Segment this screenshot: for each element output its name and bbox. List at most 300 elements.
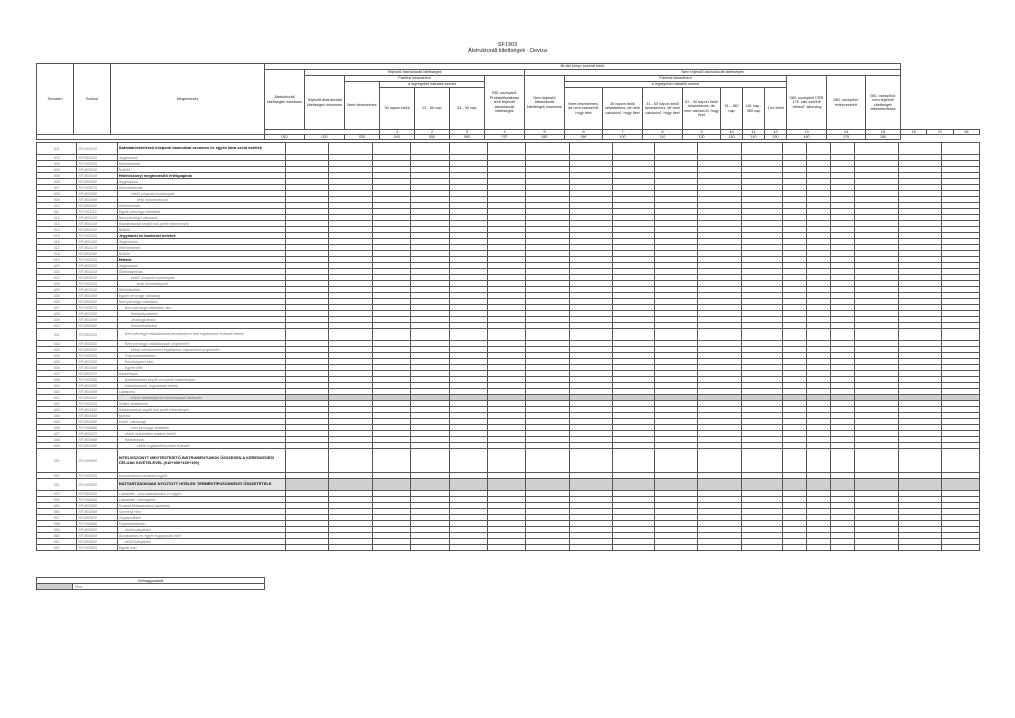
row-label: Folyószámlahitel: [117, 521, 285, 527]
row-label: Nem pénzügyi vállalatok: kkv: [117, 305, 285, 311]
row-number: 062: [37, 545, 77, 551]
table-row: [37, 545, 980, 551]
col-3: Nem késedelmes: [345, 82, 380, 130]
col-number: 5: [525, 130, 565, 135]
row-code: SF1903210: [77, 269, 117, 275]
row-label: ebből kártyahitel: [117, 527, 285, 533]
col-code: 020: [305, 135, 345, 140]
col-code: 080: [525, 135, 565, 140]
col-17: 080. oszlopból: értékvesztett: [827, 76, 866, 130]
row-code: SF1903600: [77, 533, 117, 539]
value-cell[interactable]: [783, 449, 807, 473]
row-label: ebből: Lakossági: [117, 419, 285, 425]
row-code: SF1903410: [77, 395, 117, 401]
col-code: 050: [415, 135, 450, 140]
value-cell[interactable]: [411, 329, 449, 341]
group-brutto: Bruttó könyv szerinti érték: [265, 64, 901, 70]
row-label: Gépjárműhitel: [117, 515, 285, 521]
value-cell[interactable]: [741, 329, 782, 341]
value-cell[interactable]: [855, 143, 899, 155]
row-label: ebből: központi kormányzat: [117, 275, 285, 281]
row-label: Jegybankok: [117, 179, 285, 185]
value-cell[interactable]: [525, 329, 569, 341]
col-number: 6: [565, 130, 603, 135]
col-number: 12: [765, 130, 787, 135]
col-4: 30 napon belül: [380, 88, 415, 130]
col-18: 080. oszlopból: nem teljesítő kitettségek átstrukturálása: [866, 76, 901, 130]
row-code: SF1903350: [77, 359, 117, 365]
value-cell[interactable]: [613, 545, 654, 551]
value-cell[interactable]: [941, 329, 979, 341]
row-code: SF1903380: [77, 377, 117, 383]
value-cell[interactable]: [783, 143, 807, 155]
row-label: Lakáscélú: [117, 389, 285, 395]
group-nem-teljesito: Nem teljesítő átstrukturált kitettségek: [525, 70, 901, 76]
row-label: Nulfóld: [117, 251, 285, 257]
row-number: 005: [37, 173, 77, 179]
value-cell[interactable]: [807, 143, 831, 155]
value-cell[interactable]: [613, 329, 654, 341]
row-label: Nulfóld: [117, 227, 285, 233]
legend-swatch: [37, 584, 73, 590]
row-label: Háztartásokat: fogyasztási hitelek: [117, 383, 285, 389]
value-cell[interactable]: [329, 449, 373, 473]
value-cell[interactable]: [899, 479, 942, 491]
row-number: 032: [37, 341, 77, 347]
value-cell[interactable]: [831, 329, 855, 341]
value-cell[interactable]: [855, 479, 899, 491]
value-cell[interactable]: [411, 479, 449, 491]
row-code: SF1903080: [77, 191, 117, 197]
row-label: Hitelintézetek: [117, 245, 285, 251]
value-cell[interactable]: [487, 449, 525, 473]
row-code: SF1903290: [77, 317, 117, 323]
value-cell[interactable]: [831, 143, 855, 155]
row-number: 004: [37, 167, 77, 173]
row-code: SF1903240: [77, 287, 117, 293]
value-cell[interactable]: [855, 545, 899, 551]
col-code: 180: [866, 135, 901, 140]
row-number: 002: [37, 155, 77, 161]
row-label: Háztartások: [117, 437, 285, 443]
value-cell[interactable]: [411, 449, 449, 473]
value-cell[interactable]: [329, 545, 373, 551]
value-cell[interactable]: [831, 449, 855, 473]
row-number: 028: [37, 311, 77, 317]
value-cell[interactable]: [373, 545, 411, 551]
col-number: 9: [683, 130, 721, 135]
row-number: 050: [37, 449, 77, 473]
value-cell[interactable]: [654, 329, 698, 341]
row-label: Jegybankok: [117, 239, 285, 245]
value-cell[interactable]: [487, 329, 525, 341]
row-number: 036: [37, 365, 77, 371]
value-cell[interactable]: [855, 449, 899, 473]
row-code: SF1903200: [77, 263, 117, 269]
value-cell[interactable]: [373, 143, 411, 155]
value-cell[interactable]: [525, 479, 569, 491]
row-number: 020: [37, 263, 77, 269]
col-6: 61 - 90 nap: [450, 88, 485, 130]
row-label: Nem pénzügyi vállalatoknak: projekthitel: [117, 341, 285, 347]
value-cell[interactable]: [899, 545, 942, 551]
row-code: SF1903480: [77, 437, 117, 443]
row-code: SF1903050: [77, 173, 117, 179]
row-number: 031: [37, 329, 77, 341]
col-number: 17: [927, 130, 953, 135]
row-code: SF1903320: [77, 341, 117, 347]
row-label: Államháztartás: [117, 269, 285, 275]
value-cell[interactable]: [373, 479, 411, 491]
row-code: SF1903030: [77, 161, 117, 167]
value-cell[interactable]: [449, 449, 487, 473]
value-cell[interactable]: [487, 143, 525, 155]
row-label: Nulfóld: [117, 413, 285, 419]
col-number: 14: [827, 130, 866, 135]
row-number: 046: [37, 425, 77, 431]
value-cell[interactable]: [698, 545, 742, 551]
row-label: ebből: hitelkártyával összekapcsolt lakáscélú: [117, 395, 285, 401]
col-1: Átstrukturált kitettségek összesen: [265, 70, 305, 130]
col-code: 060: [450, 135, 485, 140]
row-code: SF1903390: [77, 383, 117, 389]
row-code: SF1903160: [77, 239, 117, 245]
row-number: 057: [37, 515, 77, 521]
value-cell[interactable]: [613, 479, 654, 491]
row-number: 026: [37, 299, 77, 305]
row-label: Hitelek: [117, 257, 285, 263]
group-fizetesi-2: Fizetési késedelem: [565, 76, 787, 82]
col-code: 110: [643, 135, 683, 140]
col-number: 4: [485, 130, 525, 135]
row-code: SF1903420: [77, 401, 117, 407]
row-code: SF1903520: [77, 479, 117, 491]
value-cell[interactable]: [654, 449, 698, 473]
value-cell[interactable]: [698, 143, 742, 155]
row-code: SF1903570: [77, 515, 117, 521]
row-label: nem pénzügyi vállalatok: [117, 425, 285, 431]
value-cell[interactable]: [783, 545, 807, 551]
row-label: Lakáshitel - támogatott: [117, 497, 285, 503]
row-label: HITELVISZONYT MEGTESTESÍTŐ INSTRUMENTUMOK ÖSSZESEN A KERESKEDÉSI CÉLÚAK KIVÉTELÉVEL (010+050+150+190): [117, 449, 285, 473]
row-label: Hitelkártyahitelek: [117, 311, 285, 317]
row-label: helyi önkormányzat: [117, 197, 285, 203]
col-2: Teljesítő átstrukturált kitettségek összesen: [305, 76, 345, 130]
row-label: Háztartásokat segítő non-profit intézmények: [117, 407, 285, 413]
row-label: Kereskedelmi célúakkal együtt: [117, 473, 285, 479]
value-cell[interactable]: [613, 143, 654, 155]
row-label: Lakáshitel - piaci kamatozású és egyéb: [117, 491, 285, 497]
value-cell[interactable]: [741, 545, 782, 551]
row-code: SF1903580: [77, 521, 117, 527]
row-number: 034: [37, 353, 77, 359]
col-9: Nem késedelmes, de nem valószínű, hogy fizet: [565, 88, 603, 130]
value-cell[interactable]: [569, 329, 613, 341]
row-code: SF1903360: [77, 365, 117, 371]
row-code: SF1903310: [77, 329, 117, 341]
row-number: 013: [37, 221, 77, 227]
value-cell[interactable]: [831, 479, 855, 491]
row-label: Egyéb pénzügyi vállalatok: [117, 293, 285, 299]
col-sorszam: Sorszám: [37, 64, 74, 135]
row-label: HÁZTARTÁSOKNAK NYÚJTOTT HITELEK TERMÉKTÍPUSONKÉNTI ÖSSZETÉTELE: [117, 479, 285, 491]
row-number: 060: [37, 533, 77, 539]
col-code: 170: [827, 135, 866, 140]
row-code: SF1903100: [77, 203, 117, 209]
value-cell[interactable]: [807, 449, 831, 473]
group-hatralek-2: a legrégebbi hátralék szerint: [565, 82, 787, 88]
table-row: [37, 329, 980, 341]
row-code: SF1903280: [77, 311, 117, 317]
col-code: 130: [721, 135, 743, 140]
row-label: Jegybankok: [117, 263, 285, 269]
row-number: 037: [37, 371, 77, 377]
value-cell[interactable]: [449, 143, 487, 155]
row-number: 017: [37, 245, 77, 251]
col-number: 10: [721, 130, 743, 135]
row-number: 035: [37, 359, 77, 365]
col-code: 030: [345, 135, 380, 140]
row-label: Személyi hitel: [117, 509, 285, 515]
value-cell[interactable]: [654, 479, 698, 491]
value-cell[interactable]: [487, 545, 525, 551]
value-cell[interactable]: [783, 479, 807, 491]
value-cell[interactable]: [329, 329, 373, 341]
value-cell[interactable]: [569, 479, 613, 491]
row-code: SF1903010: [77, 143, 117, 155]
row-code: SF1903400: [77, 389, 117, 395]
col-megnevezes: Megnevezés: [111, 64, 265, 135]
value-cell[interactable]: [525, 545, 569, 551]
value-cell[interactable]: [807, 545, 831, 551]
col-code: 100: [603, 135, 643, 140]
row-label: ebből: ingatlanfedezettel fedezett: [117, 443, 285, 449]
row-label: Számlakövetelések központi bankokkal szemben és egyéb látra szóló betétek: [117, 143, 285, 155]
row-code: SF1903590: [77, 527, 117, 533]
data-table: [36, 142, 980, 551]
row-number: 007: [37, 185, 77, 191]
row-number: 040: [37, 389, 77, 395]
row-number: 048: [37, 437, 77, 443]
row-number: 051: [37, 473, 77, 479]
row-label: Egyéb hitel: [117, 545, 285, 551]
row-code: SF1903560: [77, 509, 117, 515]
row-number: 021: [37, 269, 77, 275]
legend-table: [36, 577, 265, 590]
row-number: 061: [37, 539, 77, 545]
value-cell[interactable]: [449, 479, 487, 491]
col-16: 080. oszlopból CRR 178. cikk szerinti "default" állomány: [787, 76, 827, 130]
row-number: 053: [37, 491, 77, 497]
row-label: Nem pénzügyi vállalatok: [117, 299, 285, 305]
row-number: 055: [37, 503, 77, 509]
row-number: 059: [37, 527, 77, 533]
row-label: Jegybankok: [117, 155, 285, 161]
col-15: 1 év felett: [765, 88, 787, 130]
table-row: [37, 143, 980, 155]
row-code: SF1903250: [77, 293, 117, 299]
value-cell[interactable]: [329, 143, 373, 155]
col-code: 040: [380, 135, 415, 140]
table-row: [37, 449, 980, 473]
row-label: Egyéb pénzügyi vállalatok: [117, 209, 285, 215]
value-cell[interactable]: [285, 449, 329, 473]
row-code: SF1903440: [77, 413, 117, 419]
value-cell[interactable]: [899, 449, 942, 473]
row-code: SF1903090: [77, 197, 117, 203]
value-cell[interactable]: [285, 143, 329, 155]
row-code: SF1903330: [77, 347, 117, 353]
col-code: 160: [787, 135, 827, 140]
value-cell[interactable]: [285, 479, 329, 491]
row-label: Folyószámlahitelek: [117, 353, 285, 359]
value-cell[interactable]: [741, 479, 782, 491]
value-cell[interactable]: [525, 143, 569, 155]
row-number: 042: [37, 401, 77, 407]
row-code: SF1903340: [77, 353, 117, 359]
value-cell[interactable]: [525, 449, 569, 473]
col-number: 11: [743, 130, 765, 135]
table-row: [37, 479, 980, 491]
row-label: Hitelintézetek: [117, 287, 285, 293]
value-cell[interactable]: [807, 329, 831, 341]
row-code: SF1903530: [77, 491, 117, 497]
value-cell[interactable]: [569, 545, 613, 551]
col-10: 30 napon belül késedelmes, de nem valószínű, hogy fizet: [603, 88, 643, 130]
row-code: SF1903230: [77, 281, 117, 287]
row-code: SF1903120: [77, 215, 117, 221]
row-code: SF1903170: [77, 245, 117, 251]
value-cell[interactable]: [741, 143, 782, 155]
row-code: SF1903460: [77, 425, 117, 431]
row-code: SF1903550: [77, 503, 117, 509]
row-label: Hitelintézetek: [117, 161, 285, 167]
value-cell[interactable]: [899, 143, 942, 155]
value-cell[interactable]: [941, 449, 979, 473]
group-hatralek-1: a legrégebbi hátralék szerint: [380, 82, 485, 88]
row-number: 010: [37, 203, 77, 209]
value-cell[interactable]: [741, 449, 782, 473]
row-number: 009: [37, 197, 77, 203]
value-cell[interactable]: [831, 545, 855, 551]
value-cell[interactable]: [654, 143, 698, 155]
row-label: Nem pénzügyi vállalatoknak kereskedelmi célú ingatlanhoz fedezett hitelek: [117, 329, 285, 341]
row-label: Követelésátvétel: [117, 323, 285, 329]
row-label: Pénzforgalmi hitel: [117, 359, 285, 365]
row-number: 014: [37, 227, 77, 233]
value-cell[interactable]: [487, 479, 525, 491]
row-code: SF1903610: [77, 539, 117, 545]
row-number: 006: [37, 179, 77, 185]
value-cell[interactable]: [569, 143, 613, 155]
row-label: Hitelviszonyt megtestesítő értékpapírok: [117, 173, 285, 179]
row-number: 052: [37, 479, 77, 491]
row-label: Egyéb hitel: [117, 365, 285, 371]
row-number: 019: [37, 257, 77, 263]
report-title: Átstrukturált kitettségek - Deviza: [468, 48, 547, 54]
value-cell[interactable]: [449, 329, 487, 341]
row-number: 012: [37, 215, 77, 221]
col-code: 010: [265, 135, 305, 140]
legend-item: Tilos: [73, 584, 265, 590]
col-code: 140: [743, 135, 765, 140]
value-cell[interactable]: [411, 143, 449, 155]
col-number: 16: [901, 130, 927, 135]
row-number: 039: [37, 383, 77, 389]
row-number: 038: [37, 377, 77, 383]
row-number: 003: [37, 161, 77, 167]
row-number: 018: [37, 251, 77, 257]
value-cell[interactable]: [373, 329, 411, 341]
row-number: 045: [37, 419, 77, 425]
value-cell[interactable]: [613, 449, 654, 473]
value-cell[interactable]: [855, 329, 899, 341]
value-cell[interactable]: [373, 449, 411, 473]
value-cell[interactable]: [285, 329, 329, 341]
group-fizetesi-1: Fizetési késedelem: [345, 76, 485, 82]
row-label: ebből: kereskedelmi ingatlanhoz kapcsolódó projekthitel: [117, 347, 285, 353]
value-cell[interactable]: [285, 545, 329, 551]
col-code: 070: [485, 135, 525, 140]
value-cell[interactable]: [899, 329, 942, 341]
col-number: 18: [953, 130, 979, 135]
row-label: Szabad felhasználású lakáshitel: [117, 503, 285, 509]
value-cell[interactable]: [698, 329, 742, 341]
value-cell[interactable]: [941, 143, 979, 155]
row-label: Nem pénzügyi vállalatok: [117, 215, 285, 221]
value-cell[interactable]: [698, 449, 742, 473]
row-number: 033: [37, 347, 77, 353]
row-label: Jelzálogkölcsön: [117, 317, 285, 323]
row-code: SF1903490: [77, 443, 117, 449]
row-number: 016: [37, 239, 77, 245]
col-11: 31 - 60 napon belül késedelmes, de nem valószínű, hogy fizet: [643, 88, 683, 130]
row-code: SF1903070: [77, 185, 117, 191]
row-label: Hitelintézetek: [117, 203, 285, 209]
row-code: SF1903430: [77, 407, 117, 413]
row-label: ebből: központi kormányzat: [117, 191, 285, 197]
value-cell[interactable]: [807, 479, 831, 491]
value-cell[interactable]: [329, 479, 373, 491]
row-label: Önálló vállalkozók: [117, 401, 285, 407]
row-number: 029: [37, 317, 77, 323]
row-label: Nulfóld: [117, 167, 285, 173]
row-code: SF1903450: [77, 419, 117, 425]
value-cell[interactable]: [569, 449, 613, 473]
row-code: SF1903510: [77, 473, 117, 479]
row-number: 008: [37, 191, 77, 197]
value-cell[interactable]: [941, 479, 979, 491]
value-cell[interactable]: [698, 479, 742, 491]
col-sorkod: Sorkód: [74, 64, 111, 135]
row-code: SF1903370: [77, 371, 117, 377]
value-cell[interactable]: [411, 545, 449, 551]
col-14: 181 nap - 365 nap: [743, 88, 765, 130]
row-label: Jegybanki és bankközi betétek: [117, 233, 285, 239]
value-cell[interactable]: [654, 545, 698, 551]
row-code: SF1903110: [77, 209, 117, 215]
row-label: Áruvásárlási és egyéb fogyasztási hitel: [117, 533, 285, 539]
report-code: SF1903: [497, 42, 518, 48]
row-code: SF1903300: [77, 323, 117, 329]
col-number: 2: [415, 130, 450, 135]
col-8: Nem teljesítő átstrukturált kitettségek összesen: [525, 76, 565, 130]
value-cell[interactable]: [449, 545, 487, 551]
value-cell[interactable]: [783, 329, 807, 341]
row-number: 041: [37, 395, 77, 401]
value-cell[interactable]: [941, 545, 979, 551]
row-number: 027: [37, 305, 77, 311]
